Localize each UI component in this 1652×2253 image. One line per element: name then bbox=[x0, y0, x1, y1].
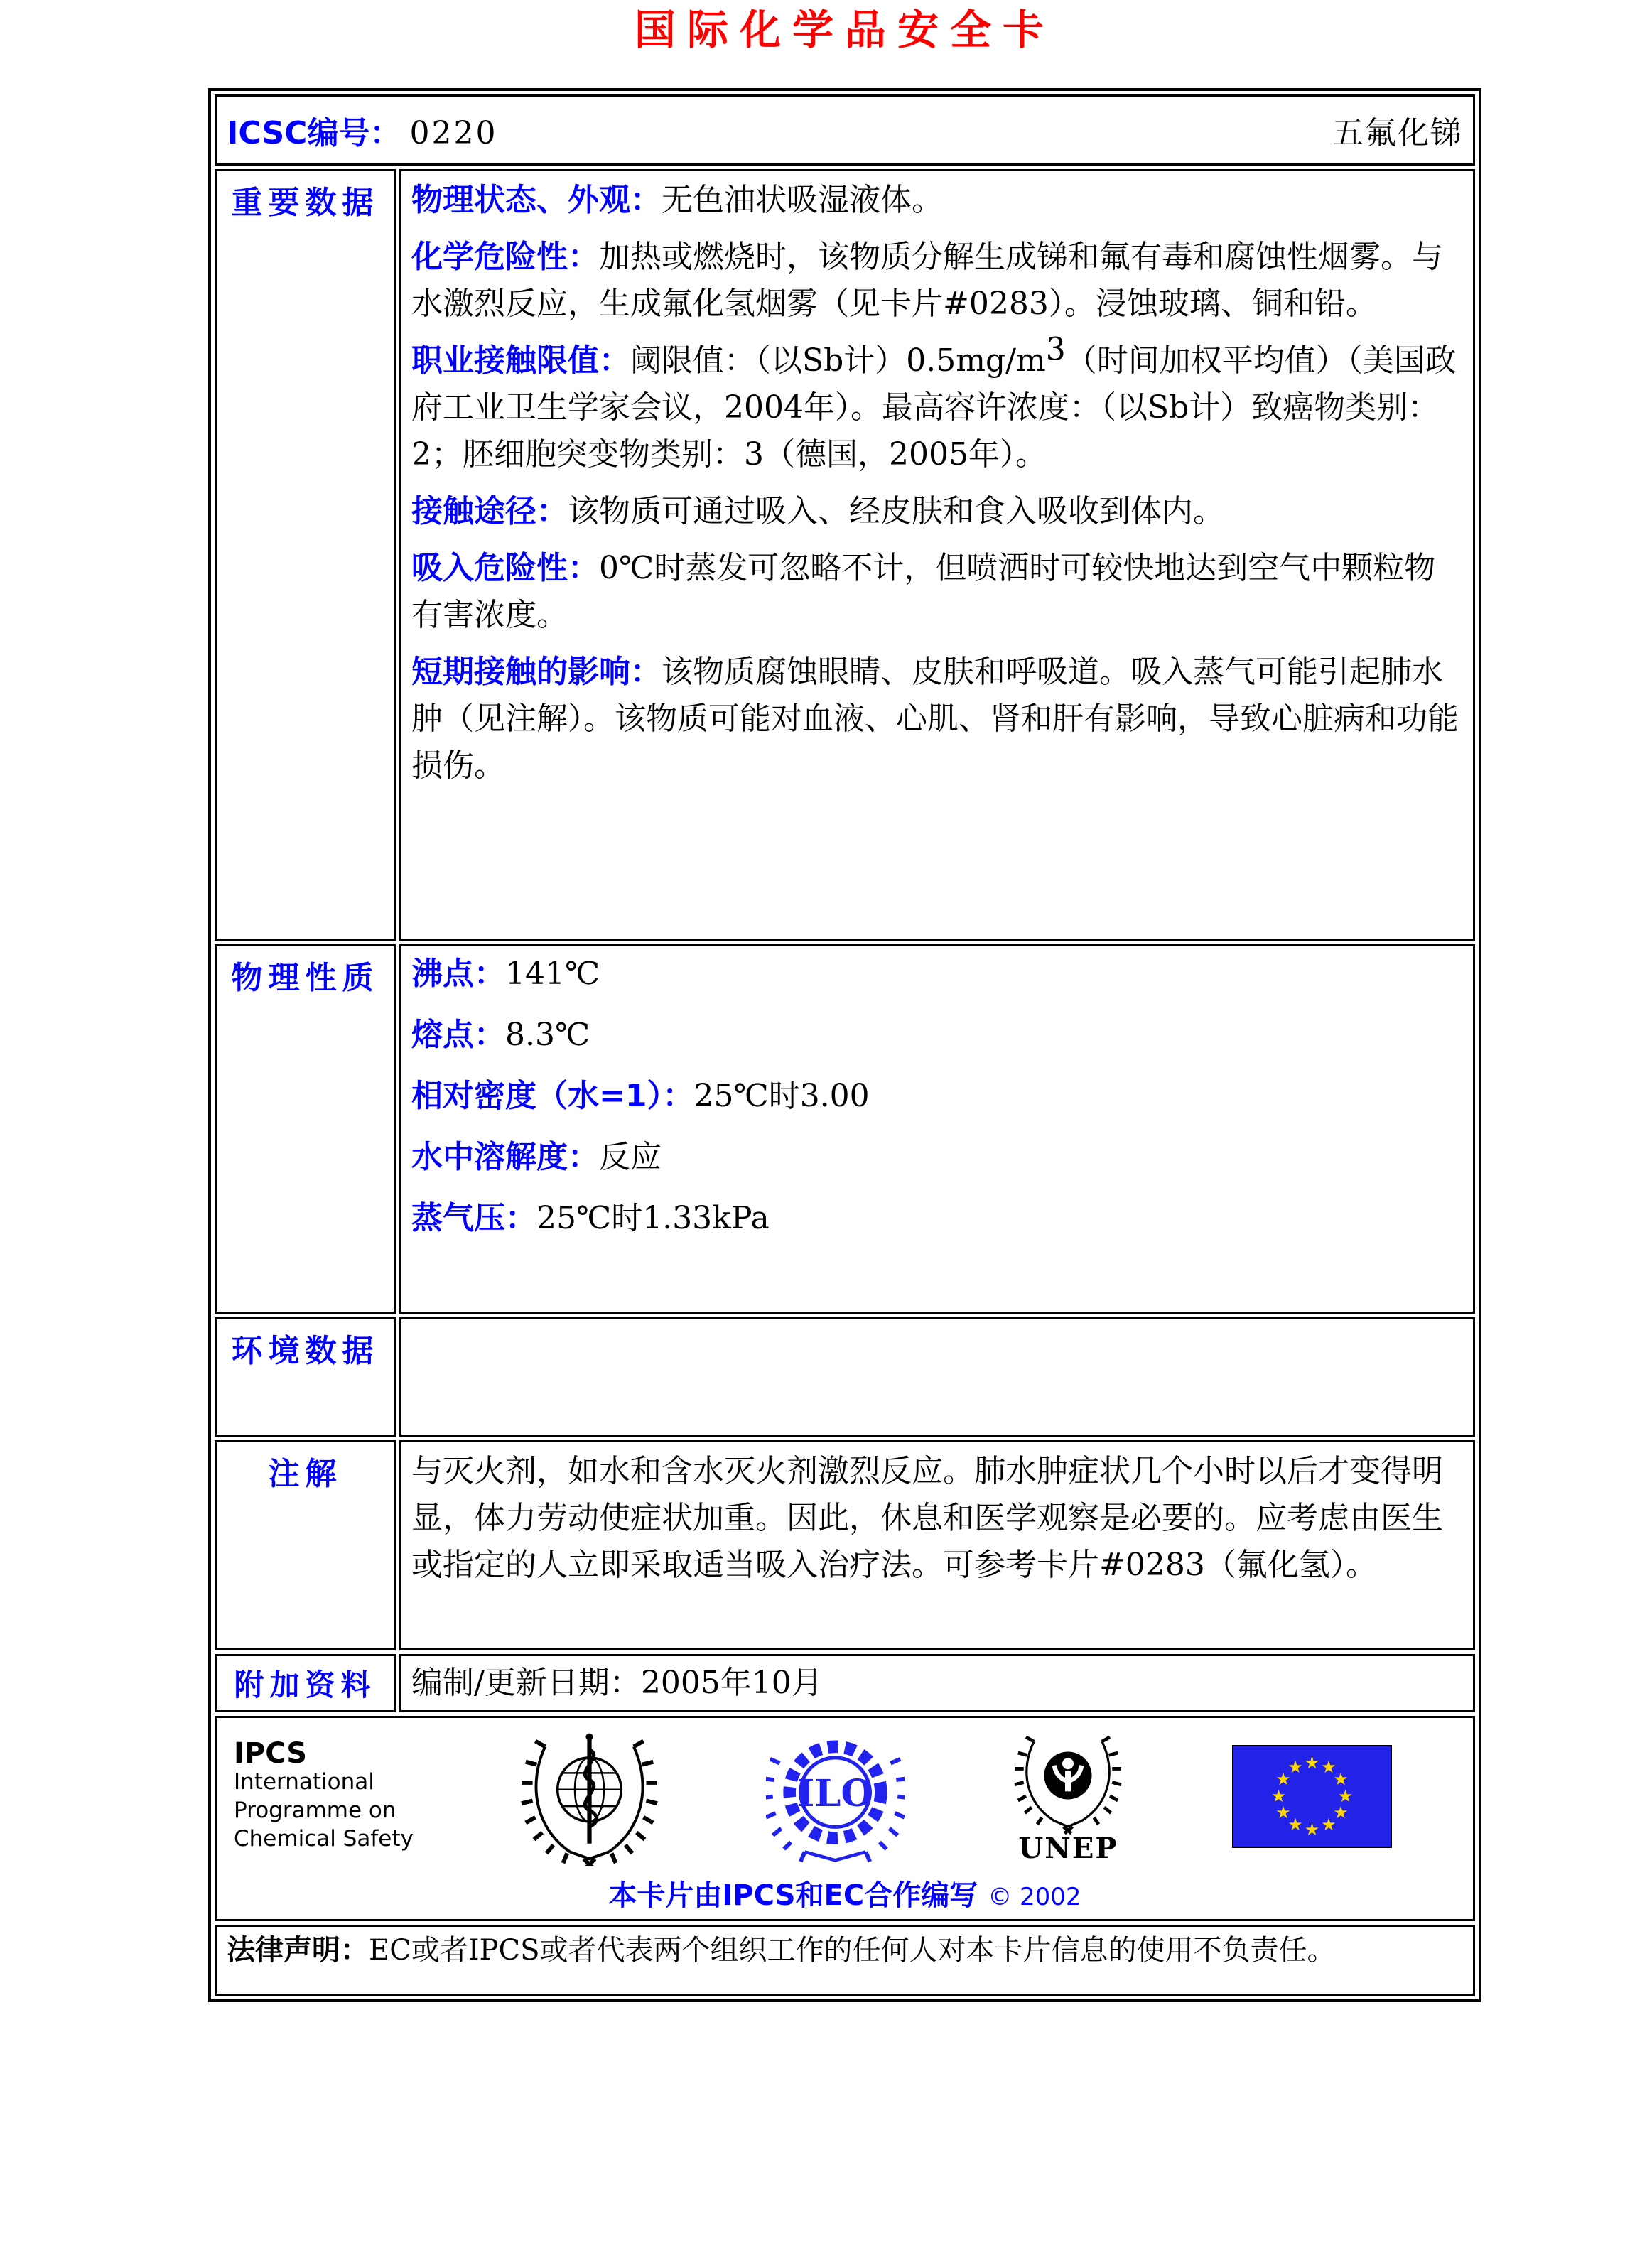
physical-properties-row-label: 物理性质 bbox=[215, 944, 396, 1314]
water-solubility-label: 水中溶解度： bbox=[411, 1139, 599, 1175]
water-solubility-value: 反应 bbox=[599, 1139, 662, 1175]
boiling-point-item bbox=[411, 952, 1463, 996]
svg-text:★: ★ bbox=[1333, 1802, 1349, 1822]
unep-logo-text: UNEP bbox=[1018, 1831, 1118, 1865]
update-date-value: 2005年10月 bbox=[640, 1665, 823, 1701]
melting-point-item bbox=[411, 1013, 1463, 1057]
exposure-routes-text: 该物质可通过吸入、经皮肤和食入吸收到体内。 bbox=[568, 493, 1224, 529]
physical-state-item bbox=[411, 177, 1463, 224]
ipcs-line1: International bbox=[234, 1769, 374, 1795]
notes-text: 与灭火剂，如水和含水灭火剂激烈反应。肺水肿症状几个小时以后才变得明显，体力劳动使症状加重。因此，休息和医学观察是必要的。应考虑由医生或指定的人立即采取适当吸入治疗法。可参考卡片#0283（氟化氢）。 bbox=[411, 1453, 1443, 1583]
environmental-data-content bbox=[399, 1317, 1475, 1437]
header-cell bbox=[215, 94, 1475, 166]
notes-content bbox=[399, 1440, 1475, 1650]
chemical-name: 五氟化锑 bbox=[1332, 115, 1463, 151]
ilo-logo-icon bbox=[766, 1727, 905, 1866]
additional-info-row-label: 附加资料 bbox=[215, 1654, 396, 1712]
legal-notice-text: EC或者IPCS或者代表两个组织工作的任何人对本卡片信息的使用不负责任。 bbox=[369, 1934, 1336, 1967]
occupational-limits-text-after: （时间加权平均值）（美国政府工业卫生学家会议，2004年）。最高容许浓度：（以Sb计）致癌物类别：2；胚细胞突变物类别：3（德国，2005年）。 bbox=[411, 342, 1457, 472]
relative-density-label: 相对密度（水=1）： bbox=[411, 1078, 694, 1114]
icsc-page bbox=[0, 7, 1652, 2253]
svg-text:★: ★ bbox=[1333, 1768, 1349, 1789]
occupational-limits-item bbox=[411, 331, 1463, 478]
logos-row bbox=[215, 1716, 1475, 1921]
additional-info-content bbox=[399, 1654, 1475, 1712]
boiling-point-label: 沸点： bbox=[411, 956, 505, 992]
inhalation-risk-label: 吸入危险性： bbox=[411, 550, 599, 586]
notes-row-label: 注解 bbox=[215, 1440, 396, 1650]
short-term-effects-label: 短期接触的影响： bbox=[411, 654, 662, 690]
svg-text:★: ★ bbox=[1321, 1756, 1337, 1777]
relative-density-value: 25℃时3.00 bbox=[693, 1078, 870, 1114]
ilo-logo-text: ILO bbox=[797, 1771, 874, 1815]
icsc-number-value: 0220 bbox=[409, 115, 498, 151]
boiling-point-value: 141℃ bbox=[505, 956, 600, 992]
unep-logo-icon bbox=[1011, 1728, 1125, 1835]
copyright-year: © 2002 bbox=[988, 1883, 1081, 1911]
physical-properties-content bbox=[399, 944, 1475, 1314]
svg-text:★: ★ bbox=[1337, 1785, 1354, 1806]
svg-text:★: ★ bbox=[1270, 1785, 1287, 1806]
organization-logos bbox=[227, 1724, 1463, 1867]
exposure-routes-label: 接触途径： bbox=[411, 493, 568, 529]
legal-row bbox=[215, 1925, 1475, 1996]
ipcs-line2: Programme on bbox=[234, 1798, 396, 1823]
vapor-pressure-label: 蒸气压： bbox=[411, 1200, 536, 1236]
important-data-row-label: 重要数据 bbox=[215, 169, 396, 941]
svg-text:★: ★ bbox=[1287, 1756, 1303, 1777]
page-title: 国际化学品安全卡 bbox=[634, 6, 1055, 54]
inhalation-risk-text: 0℃时蒸发可忽略不计，但喷洒时可较快地达到空气中颗粒物有害浓度。 bbox=[411, 550, 1436, 633]
svg-text:★: ★ bbox=[1275, 1768, 1291, 1789]
short-term-effects-item bbox=[411, 649, 1463, 789]
header-row bbox=[215, 94, 1475, 166]
inhalation-risk-item bbox=[411, 545, 1463, 639]
chemical-danger-item bbox=[411, 234, 1463, 328]
svg-text:★: ★ bbox=[1287, 1814, 1303, 1835]
short-term-effects-text: 该物质腐蚀眼睛、皮肤和呼吸道。吸入蒸气可能引起肺水肿（见注解）。该物质可能对血液、心肌、肾和肝有影响，导致心脏病和功能损伤。 bbox=[411, 654, 1459, 784]
eu-flag-icon bbox=[1232, 1745, 1392, 1848]
icsc-number-label: ICSC编号： bbox=[227, 115, 401, 151]
logos-cell bbox=[215, 1716, 1475, 1921]
icsc-card-table bbox=[208, 88, 1481, 2002]
update-date-label: 编制/更新日期： bbox=[411, 1665, 641, 1701]
melting-point-label: 熔点： bbox=[411, 1017, 505, 1053]
environmental-data-row bbox=[215, 1317, 1475, 1437]
legal-notice-label: 法律声明： bbox=[227, 1934, 369, 1967]
occupational-limits-label: 职业接触限值： bbox=[411, 342, 630, 379]
melting-point-value: 8.3℃ bbox=[505, 1017, 590, 1053]
svg-text:★: ★ bbox=[1275, 1802, 1291, 1822]
physical-state-text: 无色油状吸湿液体。 bbox=[662, 182, 943, 218]
icsc-number-group bbox=[227, 107, 497, 153]
svg-text:★: ★ bbox=[1304, 1752, 1320, 1773]
who-logo-icon bbox=[520, 1727, 659, 1866]
svg-text:★: ★ bbox=[1321, 1814, 1337, 1835]
cubic-meter-superscript: 3 bbox=[1045, 331, 1066, 368]
cooperation-caption-text: 本卡片由IPCS和EC合作编写 bbox=[608, 1879, 978, 1912]
chemical-danger-text: 加热或燃烧时，该物质分解生成锑和氟有毒和腐蚀性烟雾。与水激烈反应，生成氟化氢烟雾（见卡片#0283）。浸蚀玻璃、铜和铅。 bbox=[411, 239, 1443, 322]
svg-text:★: ★ bbox=[1304, 1819, 1320, 1839]
chemical-danger-label: 化学危险性： bbox=[411, 239, 599, 275]
relative-density-item bbox=[411, 1074, 1463, 1118]
ipcs-text-block bbox=[234, 1739, 414, 1853]
water-solubility-item bbox=[411, 1135, 1463, 1179]
important-data-content bbox=[399, 169, 1475, 941]
vapor-pressure-value: 25℃时1.33kPa bbox=[536, 1200, 770, 1236]
physical-state-label: 物理状态、外观： bbox=[411, 182, 662, 218]
cooperation-caption bbox=[227, 1873, 1463, 1913]
ipcs-acronym: IPCS bbox=[234, 1737, 308, 1770]
environmental-data-row-label: 环境数据 bbox=[215, 1317, 396, 1437]
vapor-pressure-item bbox=[411, 1196, 1463, 1241]
important-data-row bbox=[215, 169, 1475, 941]
additional-info-row bbox=[215, 1654, 1475, 1712]
physical-properties-row bbox=[215, 944, 1475, 1314]
exposure-routes-item bbox=[411, 488, 1463, 535]
unep-logo-block bbox=[1011, 1728, 1125, 1865]
ipcs-line3: Chemical Safety bbox=[234, 1826, 414, 1852]
occupational-limits-text: 阈限值：（以Sb计）0.5mg/m bbox=[630, 342, 1046, 379]
legal-cell bbox=[215, 1925, 1475, 1996]
notes-row bbox=[215, 1440, 1475, 1650]
